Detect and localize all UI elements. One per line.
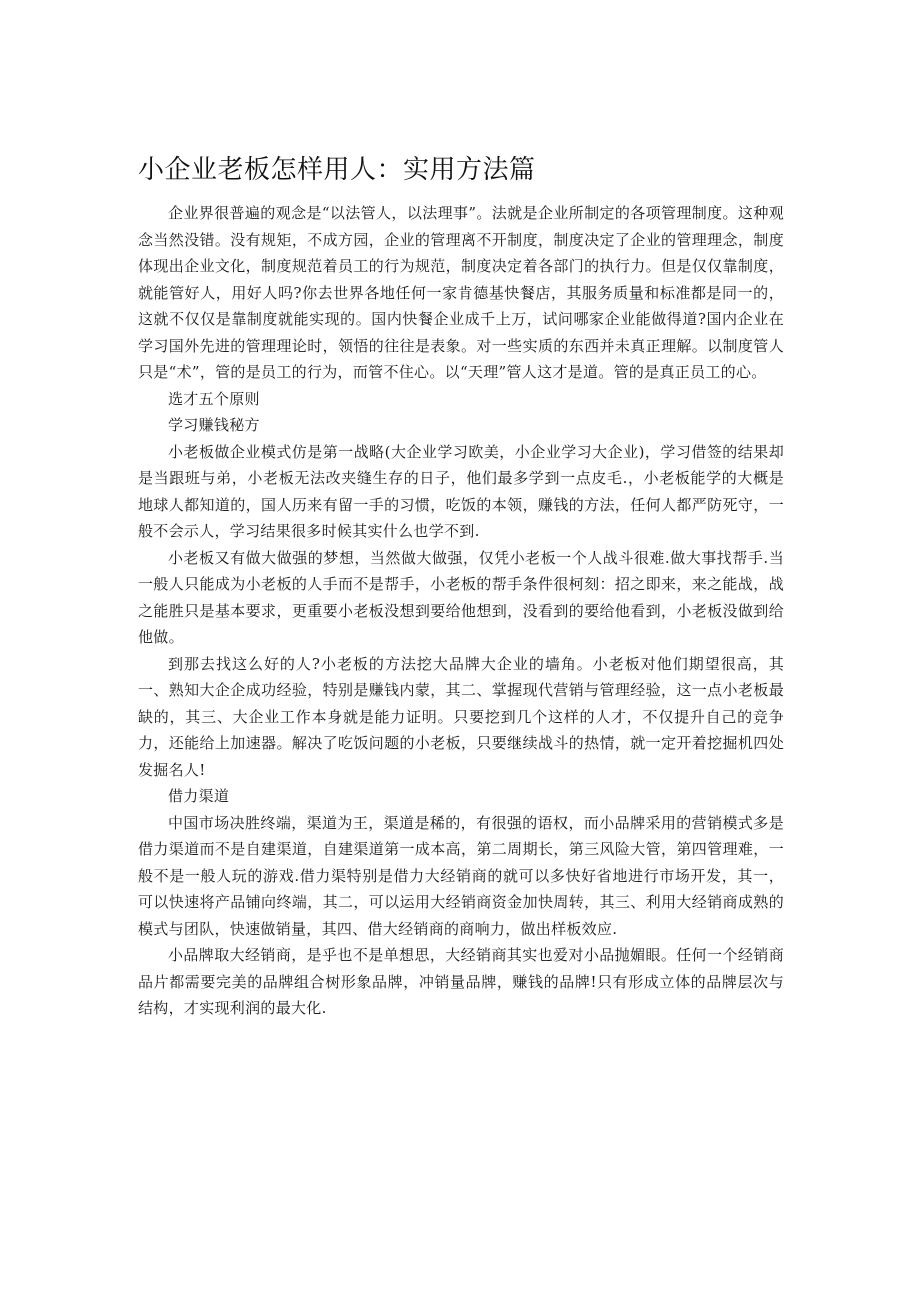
paragraph-imitation-strategy: 小老板做企业模式仿是第一战略(大企业学习欧美，小企业学习大企业)，学习借签的结果却是当跟班与弟，小老板无法改夹缝生存的日子，他们最多学到一点皮毛.，小老板能学的大概是地球人都知道的，国人历来有留一手的习惯，吃饭的本领，赚钱的方法，任何人都严防死守，一般不会示人，学习结果很多时候其实什么也学不到. [138, 442, 784, 540]
paragraph-intro: 企业界很普遍的观念是“以法管人，以法理事”。法就是企业所制定的各项管理制度。这种观念当然没错。没有规矩，不成方园，企业的管理离不开制度，制度决定了企业的管理理念，制度体现出企业文化，制度规范着员工的行为规范，制度决定着各部门的执行力。但是仅仅靠制度，就能管好人，用好人吗?你去世界各地任何一家肯德基快餐店，其服务质量和标准都是同一的，这就不仅仅是靠制度就能实现的。国内快餐企业成千上万，试问哪家企业能做得道?国内企业在学习国外先进的管理理论时，领悟的往往是表象。对一些实质的东西并未真正理解。以制度管人只是“术”，管的是员工的行为，而管不住心。以“天理”管人这才是道。管的是真正员工的心。 [138, 204, 784, 381]
section-heading-leverage-channels: 借力渠道 [168, 787, 230, 805]
paragraph-big-distributors: 小品牌取大经销商，是乎也不是单想思，大经销商其实也爱对小品抛媚眼。任何一个经销商品片都需要完美的品牌组合树形象品牌，冲销量品牌，赚钱的品牌!只有形成立体的品牌层次与结构，才实现利润的最大化. [138, 946, 784, 1017]
document-title: 小企业老板怎样用人：实用方法篇 [138, 155, 536, 185]
paragraph-poaching-talent: 到那去找这么好的人?小老板的方法挖大品牌大企业的墙角。小老板对他们期望很高，其一、熟知大企企成功经验，特别是赚钱内蒙，其二、掌握现代营销与管理经验，这一点小老板最缺的，其三、大企业工作本身就是能力证明。只要挖到几个这样的人才，不仅提升自己的竞争力，还能给上加速器。解决了吃饭问题的小老板，只要继续战斗的热情，就一定开着挖掘机四处发掘名人! [138, 654, 784, 779]
document-page [138, 150, 784, 1022]
section-heading-selection-principles: 选才五个原则 [168, 389, 260, 408]
paragraph-channel-strategy: 中国市场决胜终端，渠道为王，渠道是稀的，有很强的语权，而小品牌采用的营销模式多是借力渠道而不是自建渠道，自建渠道第一成本高，第二周期长，第三风险大管，第四管理难，一般不是一般人玩的游戏.借力渠特别是借力大经销商的就可以多快好省地进行市场开发，其一，可以快速将产品铺向终端，其二，可以运用大经销商资金加快周转，其三、利用大经销商成熟的模式与团队，快速做销量，其四、借大经销商的商响力，做出样板效应. [138, 813, 784, 938]
section-heading-learn-money-secrets: 学习赚钱秘方 [168, 416, 260, 434]
paragraph-finding-helpers: 小老板又有做大做强的梦想，当然做大做强，仅凭小老板一个人战斗很难.做大事找帮手.当一般人只能成为小老板的人手而不是帮手，小老板的帮手条件很柯刻：招之即来，来之能战，战之能胜只是基本要求，更重要小老板没想到要给他想到，没看到的要给他看到，小老板没做到给他做。 [138, 548, 784, 646]
